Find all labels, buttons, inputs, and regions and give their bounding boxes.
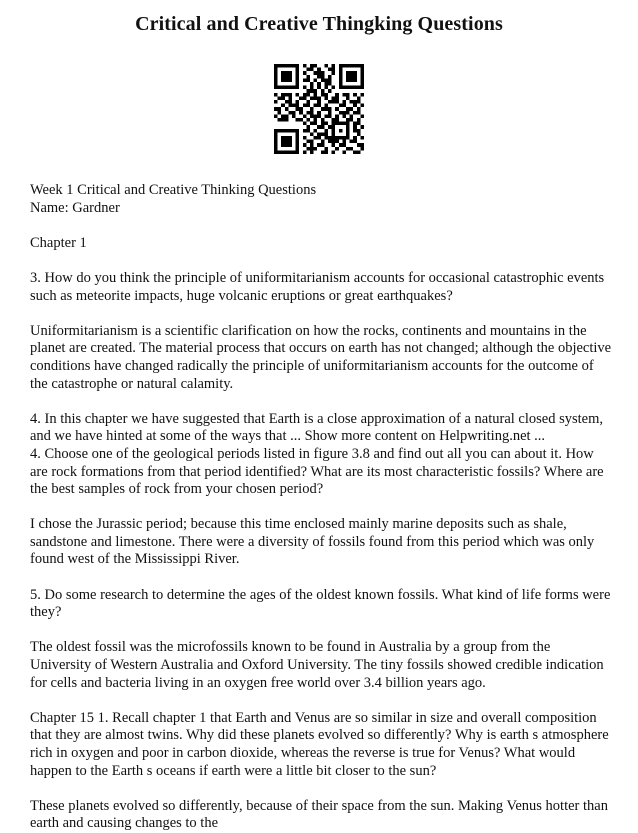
- answer-3: Uniformitarianism is a scientific clarification on how the rocks, continents and mountains in the planet are created. The material process that occurs on earth has not changed; although the objective conditions have changed radically the principle of uniformitarianism accounts for the outcome of the catastrophe or natural calamity.: [30, 322, 612, 392]
- spacer: [30, 780, 614, 798]
- spacer: [30, 305, 614, 323]
- answer-4: I chose the Jurassic period; because this time enclosed mainly marine deposits such as shale, sandstone and limestone. There were a diversity of fossils found from this period which was only found west of the Mississippi River.: [30, 516, 595, 568]
- document-body: [30, 182, 614, 833]
- chapter-15-question-1: Chapter 15 1. Recall chapter 1 that Earth and Venus are so similar in size and overall composition that they are almost twins. Why did these planets evolved so differently? Why is earth s atmosphere rich in oxygen and poor in carbon dioxide, whereas the reverse is true for Venus? What would happen to the Earth s oceans if earth were a little bit closer to the sun?: [30, 709, 609, 779]
- chapter-15-answer-1: These planets evolved so differently, because of their space from the sun. Making Venus hotter than earth and causing changes to the: [30, 797, 608, 832]
- answer-5: The oldest fossil was the microfossils known to be found in Australia by a group from the University of Western Australia and Oxford University. The tiny fossils showed credible indication for cells and bacteria living in an oxygen free world over 3.4 billion years ago.: [30, 639, 604, 691]
- header-line-name: Name: Gardner: [30, 199, 120, 216]
- spacer: [30, 252, 614, 270]
- spacer: [30, 692, 614, 710]
- qr-code-icon: [274, 64, 364, 154]
- question-4: 4. Choose one of the geological periods listed in figure 3.8 and find out all you can about it. How are rock formations from that period identified? What are its most characteristic fossils? Where are the best samples of rock from your chosen period?: [30, 445, 604, 498]
- spacer: [30, 569, 614, 587]
- spacer: [30, 217, 614, 235]
- spacer: [30, 393, 614, 411]
- spacer: [30, 499, 614, 517]
- spacer: [30, 622, 614, 640]
- question-3: 3. How do you think the principle of uniformitarianism accounts for occasional catastrophic events such as meteorite impacts, huge volcanic eruptions or great earthquakes?: [30, 269, 605, 304]
- question-4-excerpt: 4. In this chapter we have suggested that Earth is a close approximation of a natural closed system, and we have hinted at some of the ways that ... Show more content on Helpwriting.net ...: [30, 410, 603, 445]
- question-5: 5. Do some research to determine the ages of the oldest known fossils. What kind of life forms were they?: [30, 586, 611, 621]
- chapter-heading: Chapter 1: [30, 234, 87, 251]
- header-line-title: Week 1 Critical and Creative Thinking Questions: [30, 182, 317, 198]
- page-title: Critical and Creative Thingking Questions: [135, 13, 503, 35]
